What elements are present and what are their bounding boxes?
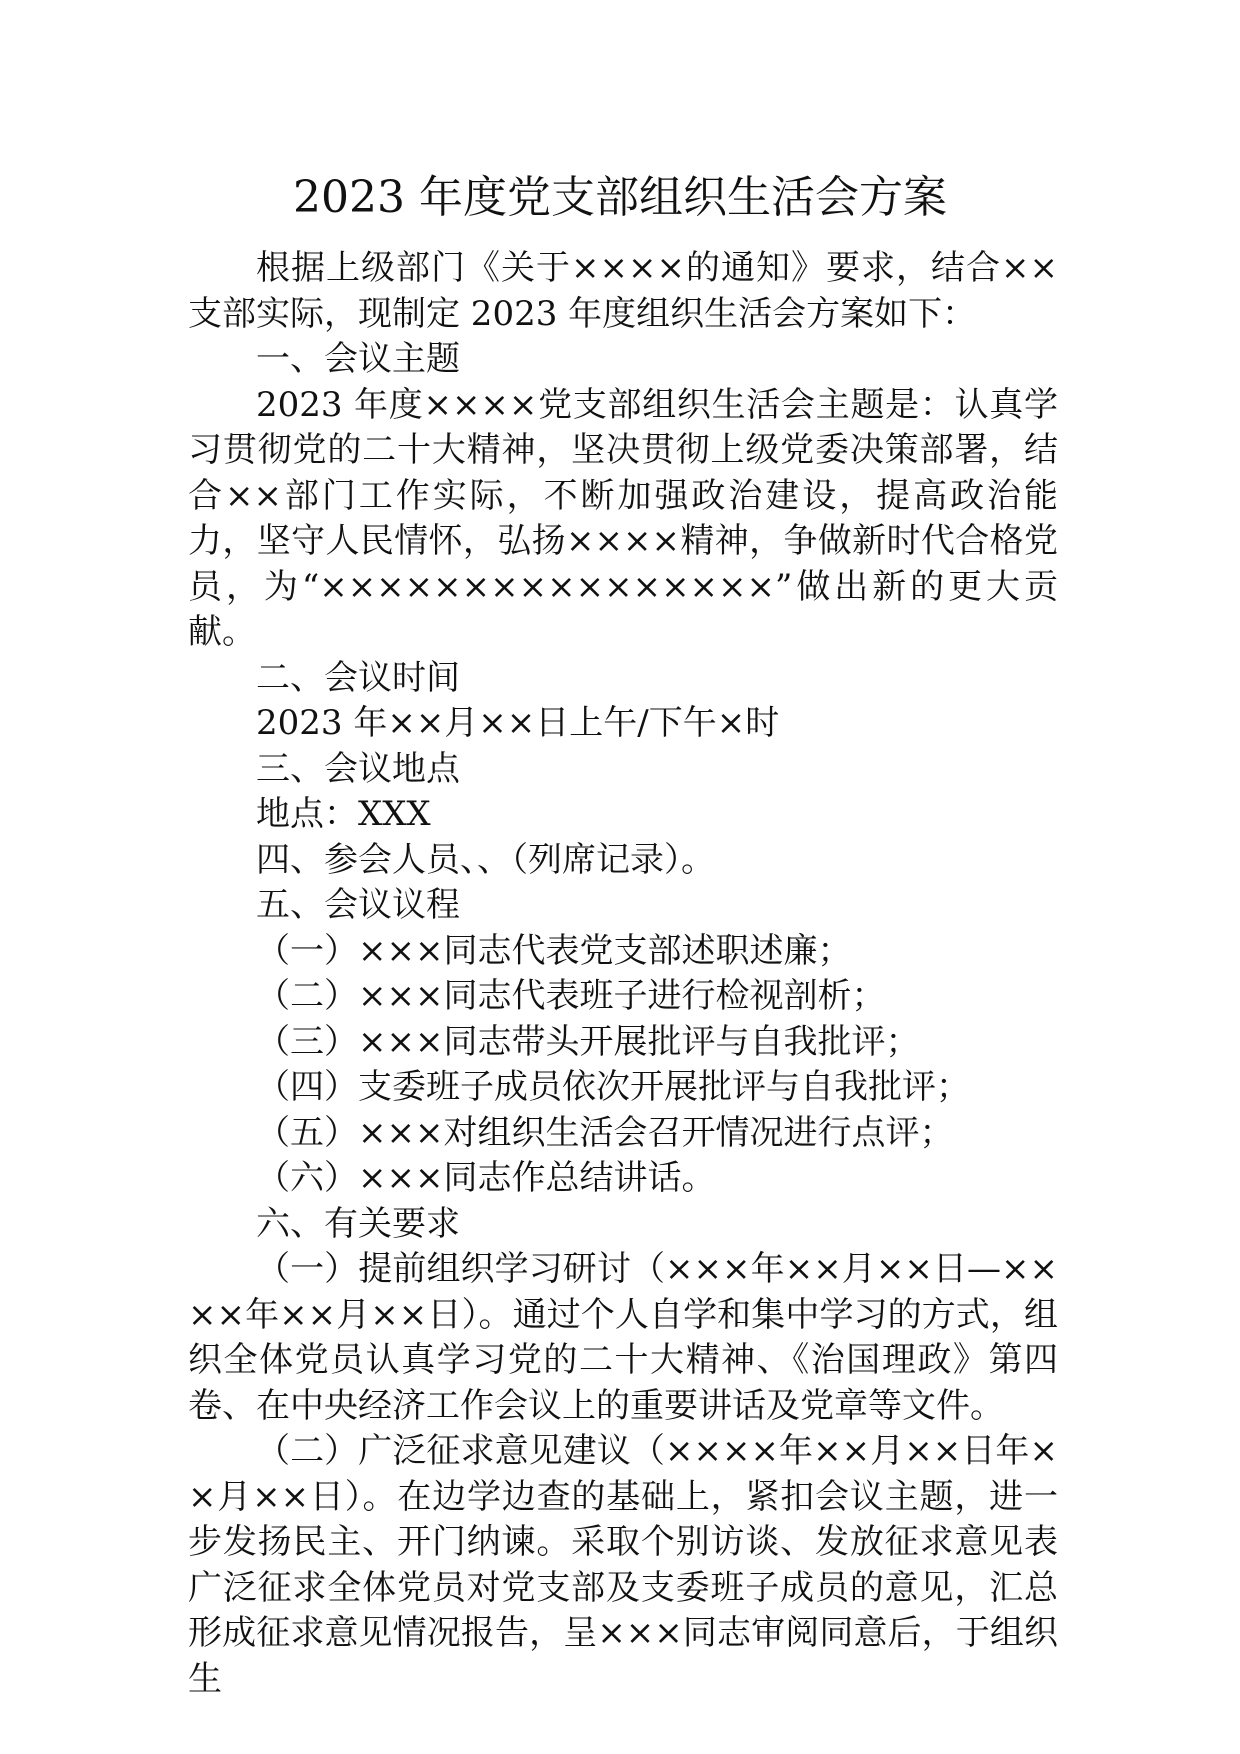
meeting-location: 地点：XXX [256,794,431,834]
section-heading-location: 三、会议地点 [256,748,460,789]
agenda-item: （六）×××同志作总结讲话。 [256,1158,716,1198]
document-title: 2023 年度党支部组织生活会方案 [293,172,947,223]
section-heading-agenda: 五、会议议程 [256,885,460,925]
agenda-item: （四）支委班子成员依次开展批评与自我批评； [256,1067,970,1107]
document-body [188,246,1058,1702]
agenda-item: （三）×××同志带头开展批评与自我批评； [256,1021,920,1062]
requirement-paragraph: （一）提前组织学习研讨（×××年××月××日—××××年××月××日）。通过个人自学和集中学习的方式，组织全体党员认真学习党的二十大精神、《治国理政》第四卷、在中央经济工作会议上的重要讲话及党章等文件。 [188,1249,1058,1426]
section-heading-attendees: 四、参会人员、、（列席记录）。 [256,839,715,880]
agenda-item: （二）×××同志代表班子进行检视剖析； [256,976,886,1016]
theme-paragraph: 2023 年度××××党支部组织生活会主题是：认真学习贯彻党的二十大精神，坚决贯彻上级党委决策部署，结合××部门工作实际，不断加强政治建设，提高政治能力，坚守人民情怀，弘扬××××精神，争做新时代合格党员，为“××××××××××××××××”做出新的更大贡献。 [188,384,1058,652]
section-heading-time: 二、会议时间 [256,657,460,698]
section-heading-requirements: 六、有关要求 [256,1203,460,1244]
agenda-item: （一）×××同志代表党支部述职述廉； [256,930,852,971]
meeting-time: 2023 年××月××日上午/下午×时 [256,703,780,743]
section-heading-theme: 一、会议主题 [256,339,460,379]
agenda-item: （五）×××对组织生活会召开情况进行点评； [256,1112,954,1153]
intro-paragraph: 根据上级部门《关于××××的通知》要求，结合××支部实际，现制定 2023 年度组织生活会方案如下： [188,248,1058,334]
requirement-paragraph: （二）广泛征求意见建议（××××年××月××日年××月××日）。在边学边查的基础上，紧扣会议主题，进一步发扬民主、开门纳谏。采取个别访谈、发放征求意见表广泛征求全体党员对党支部及支委班子成员的意见，汇总形成征求意见情况报告，呈×××同志审阅同意后，于组织生 [188,1431,1058,1699]
